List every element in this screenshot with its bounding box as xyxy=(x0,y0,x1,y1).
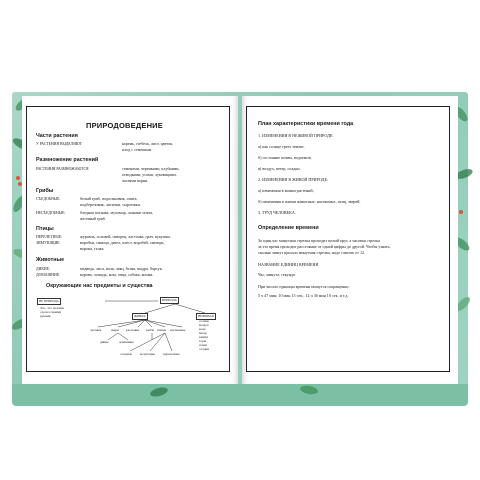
section-heading-mushrooms: Грибы xyxy=(36,188,54,194)
reproduction-text: семенами, черенками, клубнями, xyxy=(122,166,180,171)
season-plan-item: в) воздух, ветер, осадки. xyxy=(258,166,301,171)
nonliving-item: камни xyxy=(199,335,208,339)
time-paragraph-line: За один час минутная стрелка проходит целый круг, а часовая стрелка xyxy=(258,238,380,243)
season-plan-item: 2. ИЗМЕНЕНИЯ В ЖИВОЙ ПРИРОДЕ: xyxy=(258,177,329,182)
plant-type: оседлые xyxy=(120,352,132,356)
time-units-label: НАЗВАНИЕ ЕДИНИЦ ВРЕМЕНИ xyxy=(258,262,319,267)
nonliving-item: почва xyxy=(199,343,208,347)
time-paragraph-line: сколько минут прошло минутная стрелка, надо считать от 12. xyxy=(258,250,366,255)
section-heading-reproduction: Размножение растений xyxy=(36,157,99,163)
not-nature-box xyxy=(37,298,61,305)
wild-label: ДИКИЕ: xyxy=(36,267,50,271)
season-plan-item: б) состояние почвы, водоемов; xyxy=(258,155,312,160)
inedible-text: желчный гриб. xyxy=(80,216,106,221)
wintering-text: воробьи, синица, дятел, клест, воробей, снегирь, xyxy=(80,240,165,245)
season-plan-item: 3. ТРУД ЧЕЛОВЕКА. xyxy=(258,210,296,215)
wintering-text: ворона, галка. xyxy=(80,246,105,251)
nonliving-item: солнце xyxy=(199,319,209,323)
time-paragraph-line: за это время проходит расстояние от одной цифры до другой. Чтобы узнать, xyxy=(258,244,391,249)
plant-parts-label: У РАСТЕНИЯ ВЫДЕЛЯЮТ xyxy=(36,142,82,146)
plant-parts-text: корень, стебель, лист, цветок, xyxy=(122,141,174,146)
nonliving-item: осадки xyxy=(199,347,210,351)
domestic-text: корова, лошадь, коза, овца, собака, кошка. xyxy=(80,272,154,277)
migratory-label: ПЕРЕЛЕТНЫЕ: xyxy=(36,235,63,239)
not-nature-note: сделал своими xyxy=(40,310,62,314)
nature-label: ПРИРОДА xyxy=(162,297,177,302)
time-definition-heading: Определение времени xyxy=(258,225,319,231)
season-plan-item: а) изменения в жизни растений; xyxy=(258,188,314,193)
domestic-animals-label: домашние xyxy=(119,340,134,344)
season-plan-item: а) как солнце греет землю; xyxy=(258,144,305,149)
season-plan-heading: План характеристики времени года xyxy=(258,121,354,127)
living-item: звери xyxy=(111,328,119,332)
nonliving-item: ветер xyxy=(199,331,207,335)
living-item: растения xyxy=(126,328,139,332)
reproduction-text: частями корня. xyxy=(122,178,149,183)
section-heading-plant-parts: Части растения xyxy=(36,133,78,139)
wild-text: медведь, лиса, волк, заяц, белка, выдра, барсук. xyxy=(80,266,163,271)
not-nature-note: руками xyxy=(40,314,51,318)
edible-label: СЪЕДОБНЫЕ: xyxy=(36,197,61,201)
living-item: насекомые xyxy=(170,328,186,332)
section-heading-animals: Животные xyxy=(36,257,65,263)
nature-box xyxy=(160,297,179,304)
inedible-label: НЕСЪЕДОБНЫЕ: xyxy=(36,211,66,215)
season-plan-item: 1. ИЗМЕНЕНИЯ В НЕЖИВОЙ ПРИРОДЕ: xyxy=(258,133,334,138)
nonliving-label: НЕЖИВАЯ xyxy=(198,313,214,318)
living-item: человек xyxy=(90,328,102,332)
section-heading-birds: Птицы xyxy=(36,226,54,232)
time-units: Час, минута, секунда. xyxy=(258,272,296,277)
wild-animals-label: дикие xyxy=(100,340,109,344)
time-write-note: При числах единицы времени пишутся сокращенно: xyxy=(258,284,350,289)
living-item: рыбы xyxy=(146,328,154,332)
domestic-label: ДОМАШНИЕ: xyxy=(36,273,61,277)
time-example: 5 ч 47 мин; 10 мин 15 сек.; 12 ч 30 мин 10 сек. и т.д. xyxy=(258,293,349,298)
page-title: ПРИРОДОВЕДЕНИЕ xyxy=(86,121,163,130)
inedible-text: бледная поганка, мухомор, ложные опята, xyxy=(80,210,154,215)
migratory-text: журавль, соловей, скворец, ласточка, грач, кукушка. xyxy=(80,234,171,239)
edible-text: подберезовик, лисички, сыроежки. xyxy=(80,202,141,207)
wintering-label: ЗИМУЮЩИЕ: xyxy=(36,241,61,245)
plant-parts-text: плод с семенами. xyxy=(122,147,153,152)
living-item: птицы xyxy=(157,328,167,332)
not-nature-note: Это, что человек xyxy=(40,306,65,310)
season-plan-item: б) изменения в жизни животных: насекомых, птиц, зверей. xyxy=(258,199,361,204)
not-nature-label: НЕ ПРИРОДА xyxy=(39,298,59,303)
living-box xyxy=(132,313,148,320)
living-label: ЖИВАЯ xyxy=(134,313,146,318)
diagram-title: Окружающие нас предметы и существа xyxy=(46,283,153,289)
plant-type: кочующие xyxy=(140,352,155,356)
nonliving-item: горы xyxy=(199,339,206,343)
reproduction-label: РАСТЕНИЯ РАЗМНОЖАЮТСЯ xyxy=(36,167,89,171)
nonliving-item: воздух xyxy=(199,323,209,327)
nonliving-item: вода xyxy=(199,327,206,331)
reproduction-text: отводками, усами, луковицами, xyxy=(122,172,177,177)
edible-text: белый гриб, подосиновик, опята, xyxy=(80,196,138,201)
plant-type: перелетные xyxy=(163,352,180,356)
